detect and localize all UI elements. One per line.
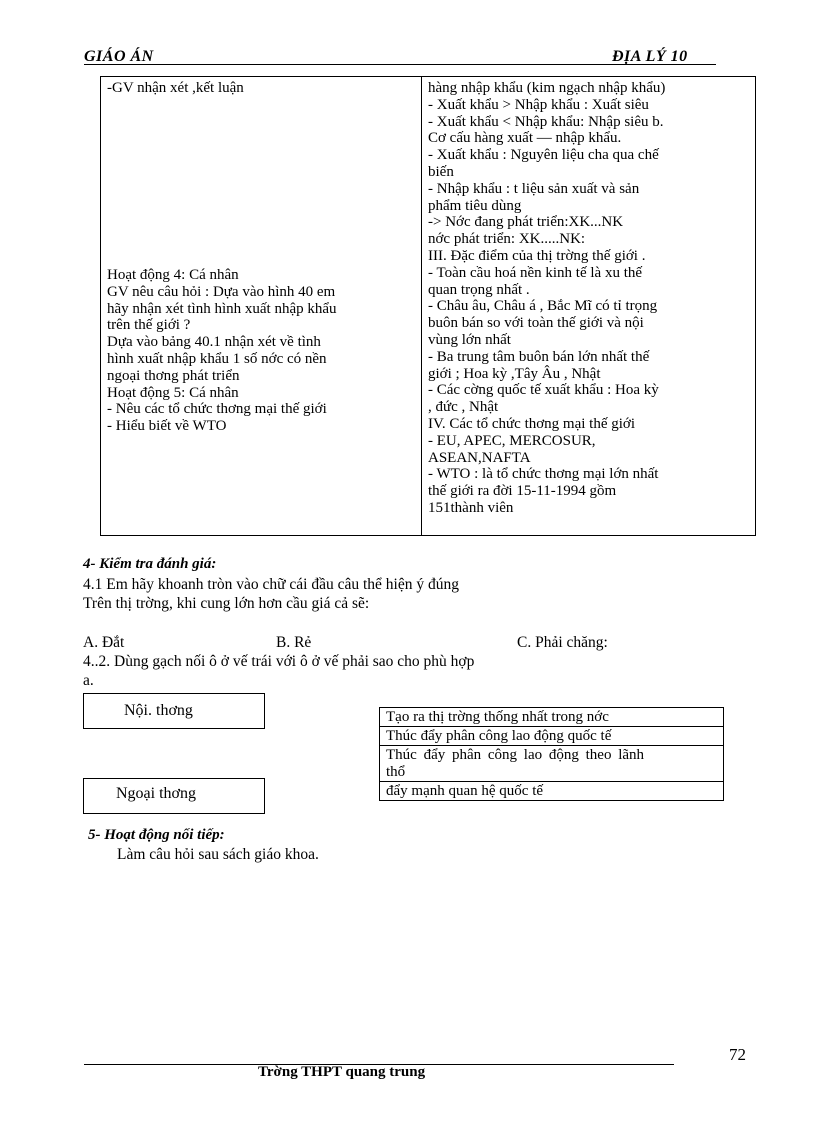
table-line: , đức , Nhật (428, 399, 499, 416)
right-option: Tạo ra thị trờng thống nhất trong nớc (380, 708, 723, 727)
table-line: trên thế giới ? (107, 317, 191, 334)
option-c: C. Phải chăng: (517, 634, 608, 651)
table-line: biến (428, 163, 454, 180)
right-option-line (386, 747, 717, 764)
table-line: - Xuất khẩu : Nguyên liệu cha qua chế (428, 147, 659, 164)
table-line: hàng nhập khẩu (kim ngạch nhập khẩu) (428, 80, 666, 96)
table-line: Hoạt động 4: Cá nhân (107, 267, 239, 283)
table-line: - Xuất khẩu < Nhập khẩu: Nhập siêu b. (428, 113, 664, 130)
table-line: vùng lớn nhất (428, 331, 511, 348)
table-line: ASEAN,NAFTA (428, 449, 531, 466)
section-5-text: Làm câu hỏi sau sách giáo khoa. (117, 846, 319, 863)
right-option: đẩy mạnh quan hệ quốc tế (386, 783, 544, 799)
right-options-table (379, 707, 724, 801)
right-option (380, 746, 723, 782)
table-line: 151thành viên (428, 499, 514, 516)
table-line: - Toàn cầu hoá nền kinh tế là xu thế (428, 264, 643, 281)
header-left: GIÁO ÁN (84, 48, 154, 65)
table-line: - Nhập khẩu : t liệu sản xuất và sản (428, 180, 640, 197)
table-line: - Ba trung tâm buôn bán lớn nhất thế (428, 348, 650, 365)
table-line: ngoại thơng phát triển (107, 367, 240, 384)
question-4-2-sub: a. (83, 672, 94, 689)
right-option: Thúc đẩy phân công lao động quốc tế (380, 727, 723, 746)
table-line: buôn bán so với toàn thế giới và nội (428, 315, 644, 332)
table-line: nớc phát triển: XK.....NK: (428, 231, 586, 248)
left-box-label: Ngoại thơng (116, 785, 197, 802)
question-4-1: 4.1 Em hãy khoanh tròn vào chữ cái đầu câu thể hiện ý đúng (83, 576, 459, 593)
table-line: - WTO : là tổ chức thơng mại lớn nhất (428, 466, 659, 483)
question-4-1-text: Trên thị trờng, khi cung lớn hơn cầu giá cả sẽ: (83, 595, 370, 612)
option-a: A. Đắt (83, 634, 125, 651)
left-cell-top (107, 80, 244, 97)
table-line: hãy nhận xét tình hình xuất nhập khẩu (107, 300, 337, 317)
left-box-noi-thuong (83, 693, 265, 729)
table-line: quan trọng nhất . (428, 281, 530, 298)
question-4-2: 4..2. Dùng gạch nối ô ở vế trái với ô ở vế phải sao cho phù hợp (83, 653, 475, 670)
table-line: -GV nhận xét ,kết luận (107, 80, 244, 96)
section-4-title: 4- Kiểm tra đánh giá: (83, 556, 217, 572)
header-right: ĐỊA LÝ 10 (612, 48, 688, 65)
table-line: GV nêu câu hỏi : Dựa vào hình 40 em (107, 283, 336, 300)
table-line: - Các cờng quốc tế xuất khẩu : Hoa kỳ (428, 382, 659, 399)
table-line: - Nêu các tổ chức thơng mại thế giới (107, 401, 327, 418)
header-rule (84, 64, 716, 65)
table-line: - Xuất khẩu > Nhập khẩu : Xuất siêu (428, 96, 649, 113)
column-divider (421, 77, 422, 535)
table-line: IV. Các tổ chức thơng mại thế giới (428, 415, 636, 432)
table-line: hình xuất nhập khẩu 1 số nớc có nền (107, 350, 327, 367)
table-line: - EU, APEC, MERCOSUR, (428, 432, 596, 449)
table-line: phẩm tiêu dùng (428, 197, 522, 214)
right-cell-content (428, 80, 665, 517)
table-line: - Hiểu biết về WTO (107, 418, 227, 435)
table-line: Dựa vào bảng 40.1 nhận xét về tình (107, 334, 321, 351)
table-line: -> Nớc đang phát triển:XK...NK (428, 214, 624, 231)
table-line: Hoạt động 5: Cá nhân (107, 384, 239, 401)
footer-school: Trờng THPT quang trung (258, 1064, 426, 1080)
table-line: Cơ cấu hàng xuất — nhập khẩu. (428, 130, 622, 147)
table-line: thế giới ra đời 15-11-1994 gồm (428, 483, 617, 500)
right-option-line: thổ (386, 764, 406, 780)
section-5-title: 5- Hoạt động nối tiếp: (88, 827, 225, 843)
table-line: - Châu âu, Châu á , Bắc Mĩ có tỉ trọng (428, 298, 658, 315)
lesson-table (100, 76, 756, 536)
left-cell-activities (107, 267, 337, 435)
right-option-text: Thúc đẩy phân công lao động theo lãnh (386, 747, 645, 763)
page-number: 72 (729, 1045, 746, 1064)
left-box-label: Nội. thơng (124, 702, 193, 719)
table-line: giới ; Hoa kỳ ,Tây Âu , Nhật (428, 365, 601, 382)
table-line: III. Đặc điểm của thị trờng thế giới . (428, 247, 646, 264)
left-box-ngoai-thuong (83, 778, 265, 814)
option-b: B. Rẻ (276, 634, 312, 651)
